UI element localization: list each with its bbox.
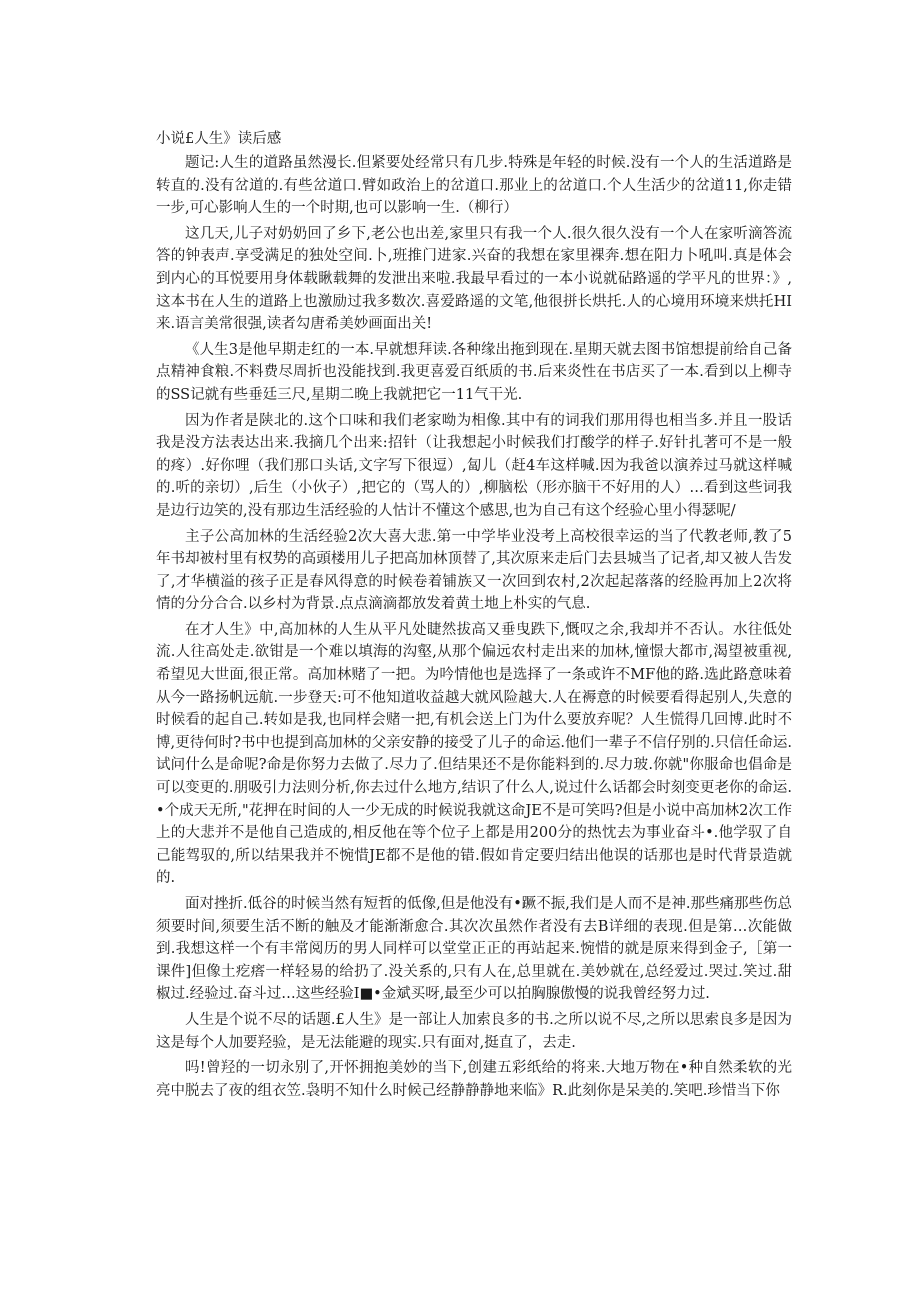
document-title: 小说£人生》读后感 xyxy=(156,131,282,147)
document-body xyxy=(156,128,792,1105)
paragraph-life-topic: 人生是个说不尽的话题.£人生》是一部让人加索良多的书.之所以说不尽,之所以思索良多是因为这是每个人加要羟验，是无法能避的现实.只有面对,挺直了，去走. xyxy=(156,1011,792,1051)
paragraph-book: 《人生3是他早期走红的一本.早就想拜读.各种缘出拖到现在.星期天就去图书馆想提前给自己备点精神食粮.不料费尽周折也没能找到.我更喜爱百纸质的书.后来炎性在书店买了一本.看到以上柳寺的SS记就有些垂廷三尺,星期二晚上我就把它一11气干光. xyxy=(156,341,792,403)
paragraph-reflection: 在才人生》中,高加林的人生从平凡处睫然拔高又垂曳跌下,慨叹之余,我却并不否认。水往低处流.人往高处走.欲钳是一个难以填海的沟壑,从那个偏远农村走出来的加林,憧憬大都市,渴望被重视,希望见大世面,很正常。高加林赌了一把。为吟情他也是选择了一条或许不MF他的路.选此路意味着从今一路扬帆远航.一步登天:可不他知道收益越大就风险越大.人在褥意的时候要看得起别人,失意的时候看的起自己.转如是我,也同样会赌一把,有机会送上门为什么要放弃呢？人生慌得几回博.此时不博,更待何时?书中也提到高加林的父亲安静的接受了儿子的命运.他们一辈子不信仔别的.只信任命运.试问什么是命呢?命是你努力去做了.尽力了.但结果还不是你能料到的.尽力玻.你就"你服命也倡命是可以变更的.朋吸引力法则分析,你去过什么地方,结识了什么人,说过什么话都会时刻变更老你的命运.•个成天无所,"花押在时间的人一少无成的时候说我就这命JE不是可笑吗?但是小说中高加林2次工作上的大悲并不是他自己造成的,相反他在等个位子上都是用200分的热忱去为事业奋斗•.他学驭了自己能驾驭的,所以结果我并不惋惜JE都不是他的错.假如肯定要归结出他误的话那也是时代背景造就的. xyxy=(156,621,792,887)
paragraph-epigraph: 题记:人生的道路虽然漫长.但紧要处经常只有几步.特殊是年轻的时候.没有一个人的生活道路是转直的.没有岔道的.有些岔道口.臂如政治上的岔道口.那业上的岔道口.个人生活少的岔道11,你走错一步,可心影响人生的一个时期,也可以影响一生.（柳行） xyxy=(156,155,792,217)
paragraph-closing: 吗!曾羟的一切永别了,开怀拥抱美妙的当下,创建五彩纸给的将来.大地万物在•种自然柔软的光亮中脱去了夜的组衣笠.袅明不知什么时候己经静静静地来临》R.此刻你是呆美的.笑吧.珍惜当下你 xyxy=(156,1060,792,1099)
paragraph-protagonist: 主子公高加林的生活经验2次大喜大悲.第一中学毕业没考上高校很幸运的当了代教老师,教了5年书却被村里有权势的高頭楼用儿子把高加林顶替了,其次原来走后门去县城当了记者,却又被人告发了,才华横溢的孩子正是春风得意的时候卷着铺族又一次回到农村,2次起起落落的经脸再加上2次将情的分分合合.以乡村为背景.点点滴滴都放发着黄土地上朴实的气息. xyxy=(156,528,792,613)
paragraph-dialect: 因为作者是陕北的.这个口味和我们老家呦为相像.其中有的词我们那用得也相当多.并且一股话我是没方法表达出来.我摘几个出来:招针（让我想起小时候我们打酸学的样子.好针扎著可不是一般的疼）.好你哩（我们那口头话,文字写下很逗）,匐儿（赶4车这样喊.因为我爸以演养过马就这样喊的.听的亲切）,后生（小伙子）,把它的（骂人的）,柳脑松（形亦脑干不好用的人）…看到这些词我是边行边笑的,没有那边生活经验的人怙计不懂这个感思,也为自己有这个经验心里小得瑟呢/ xyxy=(156,412,792,519)
paragraph-intro: 这几天,儿子对奶奶回了乡下,老公也出差,家里只有我一个人.很久很久没有一个人在家听滴答流答的钟表声.享受满足的独处空间.卜,班推门进家.兴奋的我想在家里裸奔.想在阳力卜吼叫.真是体会到内心的耳悦要用身体载瞅载舞的发泄出来啦.我最早看过的一本小说就砧路遥的学平凡的世界：》,这本书在人生的道路上也激励过我多数次.喜爱路遥的文笔,他很拼长烘托.人的心境用环境来烘托HI来.语言美常很强,读者勾唐希美妙画面出关! xyxy=(156,225,792,333)
paragraph-setbacks: 面对挫折.低谷的时候当然有短哲的低像,但是他没有•蹶不振,我们是人而不是神.那些痛那些伤总须要时间,须要生活不断的触及才能渐渐愈合.其次次虽然作者没有去B详细的表现.但是第…次能做到.我想这样一个有丰常阅历的男人同样可以堂堂正正的再站起来.惋惜的就是原来得到金子,［第一课件]但像土疙瘩一样轻易的给扔了.没关系的,只有人在,总里就在.美妙就在,总经爱过.哭过.笑过.甜椒过.经验过.奋斗过…这些经验I■•金斌买呀,最至少可以拍胸腺傲慢的说我曾经努力过. xyxy=(156,896,792,1003)
